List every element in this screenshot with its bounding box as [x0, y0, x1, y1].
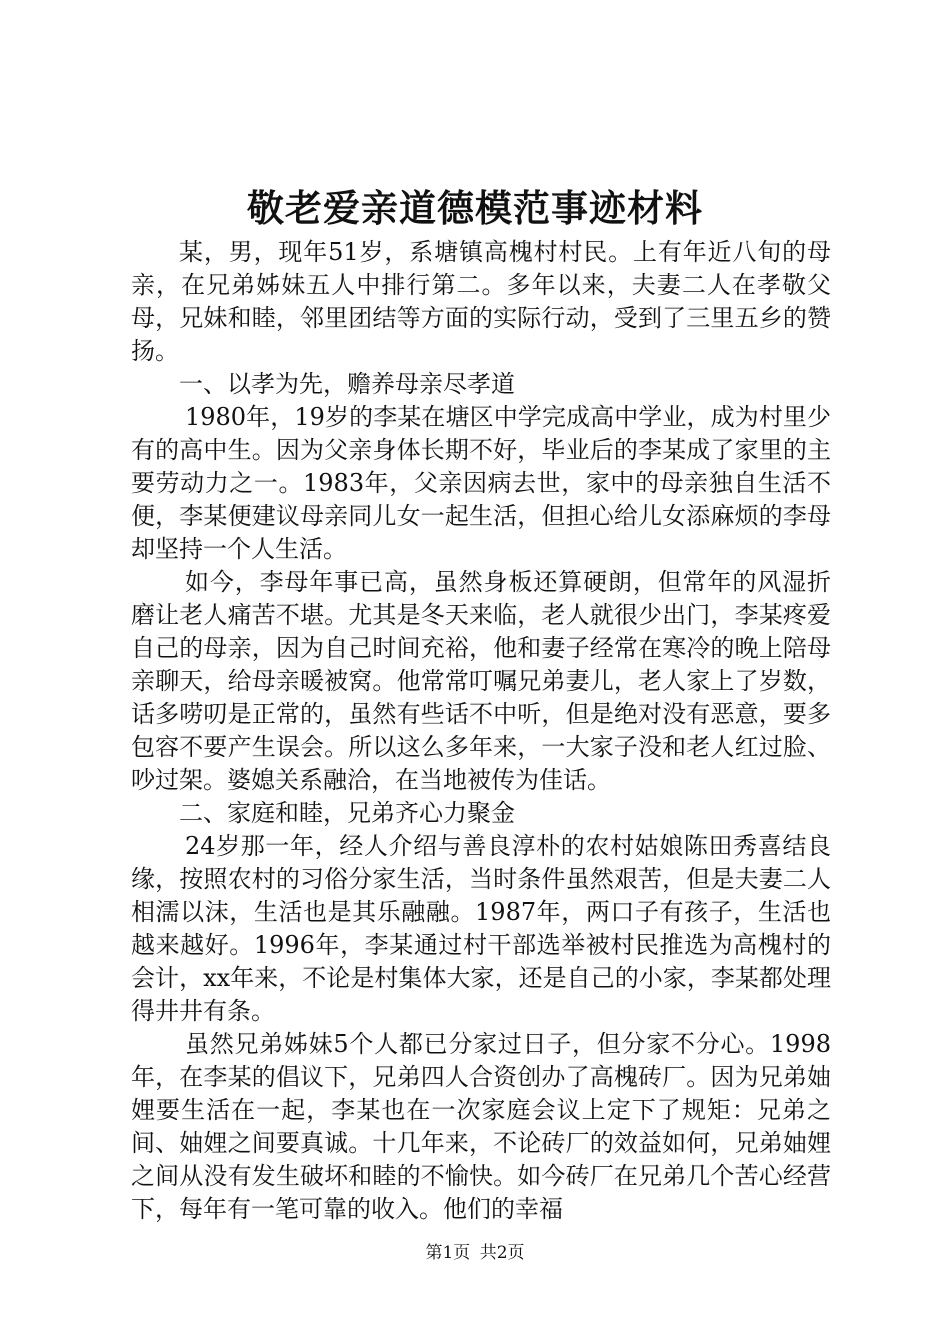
paragraph-brickworks: 虽然兄弟姊妹5个人都已分家过日子，但分家不分心。1998年，在李某的倡议下，兄弟四人合资创办了高槐砖厂。因为兄弟妯娌要生活在一起，李某也在一次家庭会议上定下了规矩：兄弟之间、妯娌之间要真诚。十几年来，不论砖厂的效益如何，兄弟妯娌之间从没有发生破坏和睦的不愉快。如今砖厂在兄弟几个苦心经营下，每年有一笔可靠的收入。他们的幸福	[131, 1030, 831, 1223]
paragraph-marriage: 24岁那一年，经人介绍与善良淳朴的农村姑娘陈田秀喜结良缘，按照农村的习俗分家生活，当时条件虽然艰苦，但是夫妻二人相濡以沫，生活也是其乐融融。1987年，两口子有孩子，生活也越来越好。1996年，李某通过村干部选举被村民推选为高槐村的会计，xx年来，不论是村集体大家，还是自己的小家，李某都处理得井井有条。	[131, 832, 831, 1025]
paragraph-1980: 1980年，19岁的李某在塘区中学完成高中学业，成为村里少有的高中生。因为父亲身体长期不好，毕业后的李某成了家里的主要劳动力之一。1983年，父亲因病去世，家中的母亲独自生活不便，李某便建议母亲同儿女一起生活，但担心给儿女添麻烦的李母却坚持一个人生活。	[131, 403, 831, 563]
page-total: 共2页	[479, 1243, 525, 1263]
paragraph-nowadays: 如今，李母年事已高，虽然身板还算硬朗，但常年的风湿折磨让老人痛苦不堪。尤其是冬天来临，老人就很少出门，李某疼爱自己的母亲，因为自己时间充裕，他和妻子经常在寒冷的晚上陪母亲聊天，给母亲暖被窝。他常常叮嘱兄弟妻儿，老人家上了岁数，话多唠叨是正常的，虽然有些话不中听，但是绝对没有恶意，要多包容不要产生误会。所以这么多年来，一大家子没和老人红过脸、吵过架。婆媳关系融洽，在当地被传为佳话。	[131, 568, 831, 794]
document-title: 敬老爱亲道德模范事迹材料	[247, 186, 703, 230]
section-heading-2: 二、家庭和睦，兄弟齐心力聚金	[179, 799, 515, 827]
document-body	[131, 236, 831, 1226]
page-number: 第1页	[425, 1243, 471, 1263]
paragraph-intro: 某，男，现年51岁，系塘镇高槐村村民。上有年近八旬的母亲，在兄弟姊妹五人中排行第二。多年以来，夫妻二人在孝敬父母，兄妹和睦，邻里团结等方面的实际行动，受到了三里五乡的赞扬。	[131, 238, 831, 365]
section-heading-1: 一、以孝为先，赡养母亲尽孝道	[179, 370, 515, 398]
page-footer	[0, 1242, 950, 1264]
